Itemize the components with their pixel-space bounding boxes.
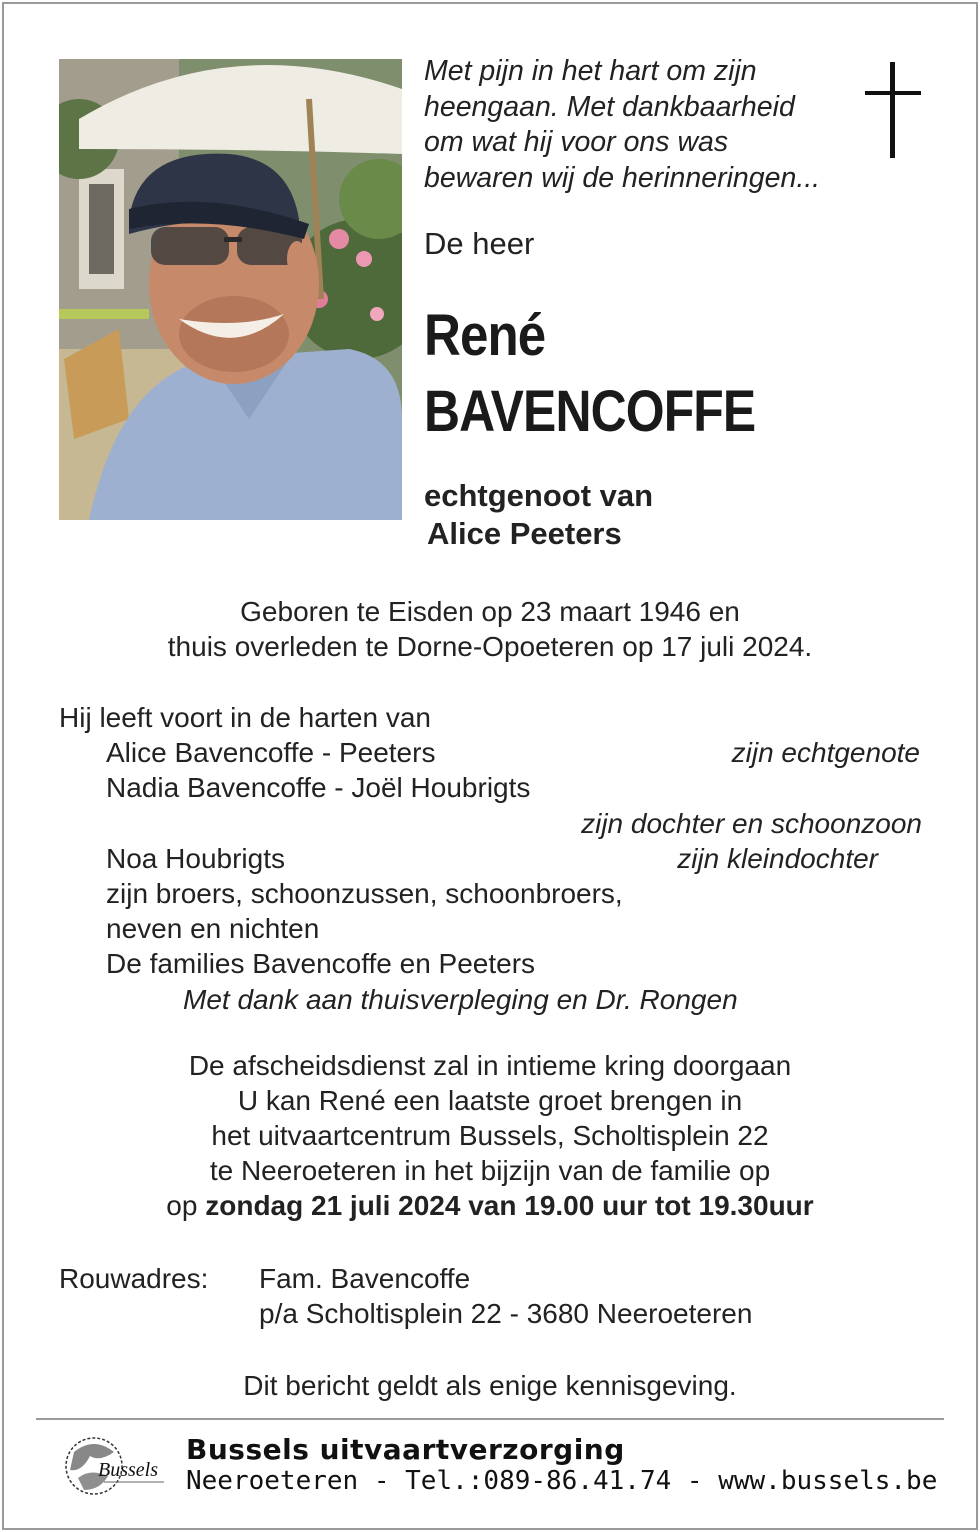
service-line: te Neeroeteren in het bijzijn van de familie op — [209, 1155, 771, 1186]
intro-line: heengaan. Met dankbaarheid — [424, 90, 795, 123]
thanks-line: Met dank aan thuisverpleging en Dr. Rongen — [183, 984, 738, 1015]
service-date: zondag 21 juli 2024 van 19.00 uur tot 19.30uur — [205, 1190, 814, 1221]
honorific: De heer — [424, 226, 535, 261]
survivor-name: Nadia Bavencoffe - Joël Houbrigts — [106, 772, 531, 803]
cross-icon — [865, 62, 921, 158]
service-line: het uitvaartcentrum Bussels, Scholtisplein 22 — [211, 1120, 769, 1151]
intro-line: bewaren wij de herinneringen... — [424, 161, 821, 194]
survivors-heading: Hij leeft voort in de harten van — [59, 702, 431, 733]
address-label: Rouwadres: — [59, 1263, 209, 1294]
spouse-name: Alice Peeters — [427, 516, 622, 551]
service-line: U kan René een laatste groet brengen in — [237, 1085, 743, 1116]
service-line: De afscheidsdienst zal in intieme kring doorgaan — [188, 1050, 792, 1081]
last-name: BAVENCOFFE — [424, 379, 756, 444]
address-line: p/a Scholtisplein 22 - 3680 Neeroeteren — [259, 1298, 753, 1329]
survivor-others: De families Bavencoffe en Peeters — [106, 948, 536, 979]
address-line: Fam. Bavencoffe — [259, 1263, 471, 1294]
intro-verse — [424, 54, 864, 196]
footer-divider — [36, 1418, 944, 1420]
survivor-others: zijn broers, schoonzussen, schoonbroers, — [106, 878, 623, 909]
survivor-name: Noa Houbrigts — [106, 843, 285, 874]
survivor-relation: zijn kleindochter — [677, 843, 878, 874]
notice-text: Dit bericht geldt als enige kennisgeving. — [243, 1370, 737, 1401]
company-contact: Neeroeteren - Tel.:089-86.41.74 - www.bussels.be — [186, 1466, 938, 1496]
svg-text:Bussels: Bussels — [98, 1459, 158, 1481]
spouse-label: echtgenoot van — [424, 478, 654, 513]
service-date-line — [40, 1188, 940, 1223]
birth-death-info — [40, 594, 940, 664]
service-info — [40, 1048, 940, 1223]
intro-line: om wat hij voor ons was — [424, 126, 729, 158]
first-name: René — [424, 303, 546, 368]
portrait-photo — [59, 59, 402, 520]
death-line: thuis overleden te Dorne-Opoeteren op 17 juli 2024. — [167, 631, 813, 662]
intro-line: Met pijn in het hart om zijn — [424, 55, 757, 87]
survivor-relation: zijn echtgenote — [731, 737, 920, 768]
survivor-others: neven en nichten — [106, 913, 320, 944]
service-date-prefix: op — [166, 1190, 198, 1221]
birth-line: Geboren te Eisden op 23 maart 1946 en — [240, 596, 740, 627]
survivor-relation: zijn dochter en schoonzoon — [581, 808, 922, 839]
bussels-logo — [60, 1432, 172, 1502]
company-name: Bussels uitvaartverzorging — [186, 1433, 625, 1466]
survivor-name: Alice Bavencoffe - Peeters — [106, 737, 436, 768]
